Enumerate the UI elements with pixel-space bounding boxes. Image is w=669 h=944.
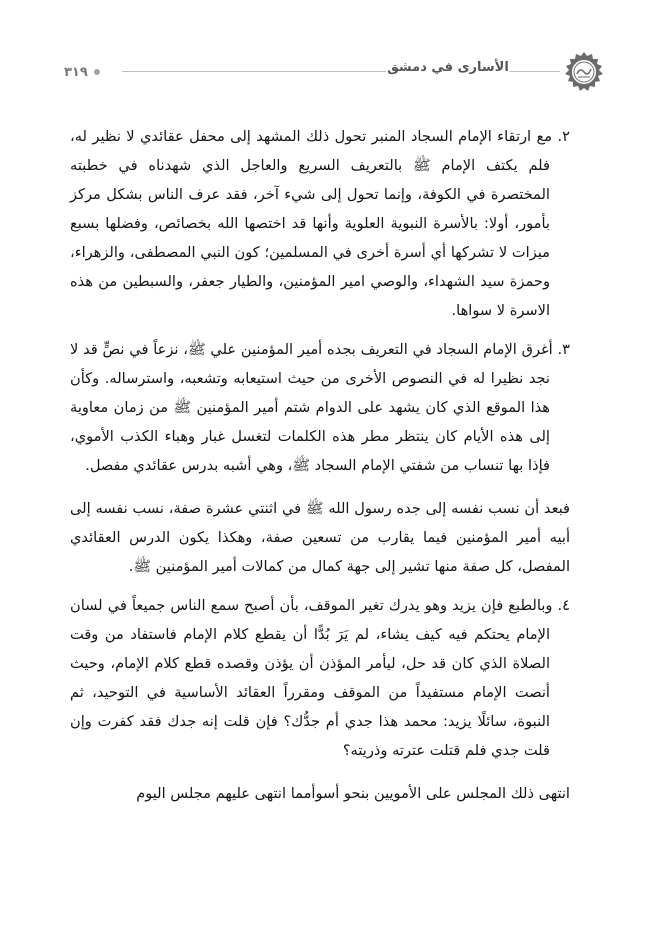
body-paragraph-last: انتهى ذلك المجلس على الأمويين بنحو أسوأمما انتهى عليهم مجلس اليوم <box>136 785 570 802</box>
page-body <box>70 122 570 818</box>
book-title: الأسارى في دمشق <box>387 60 509 75</box>
page-number-group <box>64 60 100 84</box>
separator-dot-icon <box>94 69 100 75</box>
page-header <box>0 50 669 96</box>
page-number: ٣١٩ <box>64 64 88 80</box>
seal-logo-icon <box>562 50 606 94</box>
header-rule-left <box>122 71 386 72</box>
body-paragraph: فبعد أن نسب نفسه إلى جده رسول الله ﷺ في اثنتي عشرة صفة، نسب نفسه إلى أبيه أمير المؤمنين فيما يقارب من تسعين صفة، وهكذا يكون الدرس العقائدي المفصل، كل صفة منها تشير إلى جهة كمال من كمالات أمير المؤمنين ﷺ. <box>70 500 570 575</box>
list-item-4: ٤. وبالطبع فإن يزيد وهو يدرك تغير الموقف، بأن أصبح سمع الناس جميعاً في لسان الإمام يحتكم فيه كيف يشاء، لم يَرَ بُدًّا أن يقطع كلام الإمام فاستفاد من وقت الصلاة الذي كان قد حل، ليأمر المؤذن أن يؤذن وقصده قطع كلام الإمام، وحيث أنصت الإمام مستفيداً من الموقف ومقرراً العقائد الأساسية في التوحيد، ثم النبوة، سائلًا يزيد: محمد هذا جدي أم جدُّك؟ فإن قلت إنه جدك فقد كفرت وإن قلت جدي فلم قتلت عترته وذريته؟ <box>70 597 570 759</box>
list-item-3: ٣. أغرق الإمام السجاد في التعريف بجده أمير المؤمنين علي ﷺ، نزعاً في نصٍّ قد لا نجد نظيرا له في النصوص الأخرى من حيث استيعابه وتشعبه، واسترساله. وكأن هذا الموقع الذي كان يشهد على الدوام شتم أمير المؤمنين ﷺ من زمان معاوية إلى هذه الأيام كان ينتظر مطر هذه الكلمات لتغسل غبار وهباء الكذب الأموي، فإذا بها تنساب من شفتي الإمام السجاد ﷺ، وهي أشبه بدرس عقائدي مفصل. <box>70 341 570 474</box>
header-rule-right <box>510 71 560 72</box>
list-item-2: ٢. مع ارتقاء الإمام السجاد المنبر تحول ذلك المشهد إلى محفل عقائدي لا نظير له، فلم يكتف الإمام ﷺ بالتعريف السريع والعاجل الذي شهدناه في خطبته المختصرة في الكوفة، وإنما تحول إلى شيء آخر، فقد عرف الناس بشكل مركز بأمور، أولا: بالأسرة النبوية العلوية وأنها قد اختصها الله بخصائص، وفضلها بسبع ميزات لا تشركها أي أسرة أخرى في المسلمين؛ كون النبي المصطفى، والزهراء، وحمزة سيد الشهداء، والوصي امير المؤمنين، والطيار جعفر، والسبطين من هذه الاسرة لا سواها. <box>70 128 570 319</box>
